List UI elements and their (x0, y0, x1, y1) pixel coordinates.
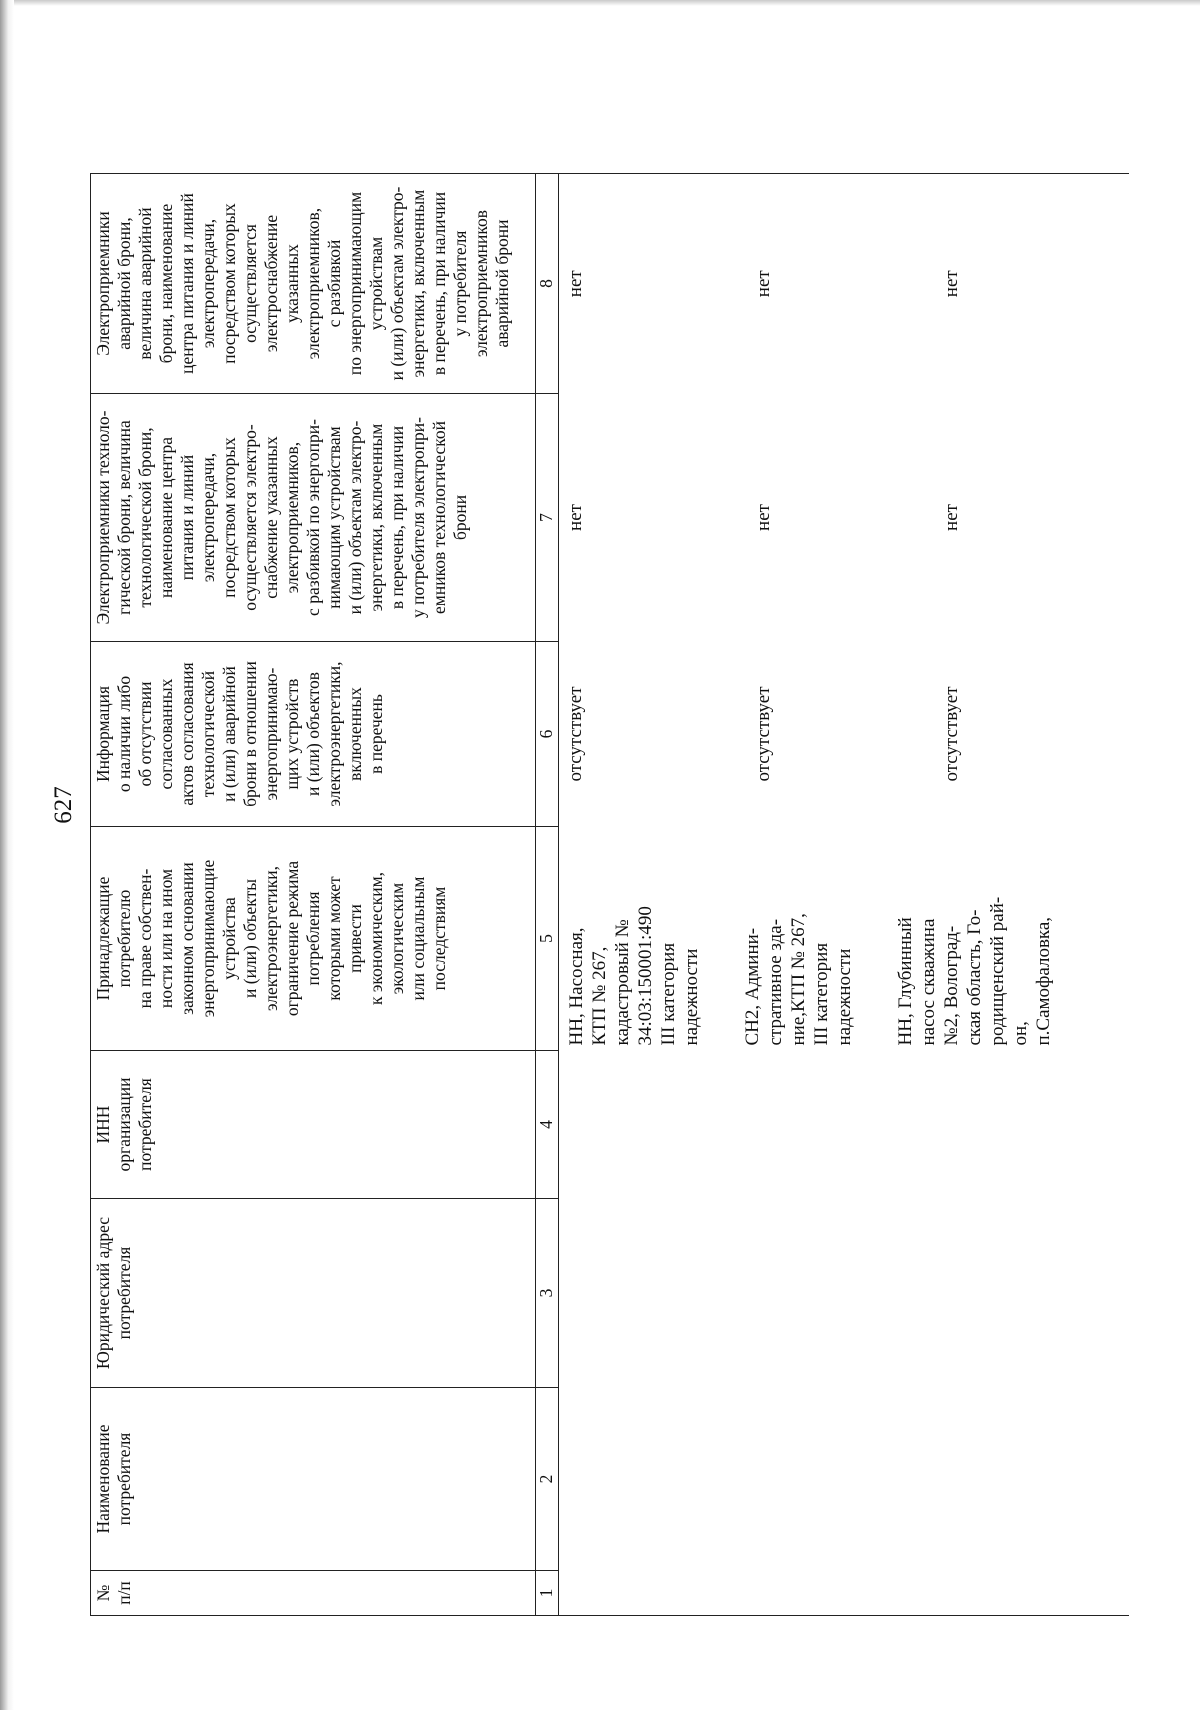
cell-emergency-reserve (559, 174, 1129, 394)
emergency-reserve-value: нет (753, 270, 774, 298)
column-number: 4 (536, 1051, 559, 1199)
column-number: 2 (536, 1388, 559, 1571)
column-number: 6 (536, 642, 559, 827)
header-devices: Принадлежащие потребителю на праве собствен- ности или на ином законном основании энергопринимающие устройства и (или) объекты электроэнергетики, ограничение режима потребления которыми может привести к экономическим, экологическим или социальным последствиям (91, 827, 536, 1051)
cell-consumer-name-empty (559, 1388, 1129, 1571)
tech-reserve-value: нет (941, 504, 962, 531)
column-number: 7 (536, 394, 559, 642)
header-tech-reserve: Электроприемники техноло- гической брони, величина технологической брони, наименование центра питания и линий электропередачи, посредством которых осуществляется электро- снабжение указанных электроприемников, с разбивкой по энергопри- нимающим устройствам и (или) объектам электро- энергетики, включенным в перечень, при наличии у потребителя электропри- емников технологической брони (91, 394, 536, 642)
column-number: 8 (536, 174, 559, 394)
header-number: № п/п (91, 1571, 536, 1616)
emergency-reserve-value: нет (565, 270, 586, 298)
cell-legal-address-empty (559, 1199, 1129, 1388)
header-legal-address: Юридический адрес потребителя (91, 1199, 536, 1388)
cell-tech-reserve (559, 394, 1129, 642)
agreement-value: отсутствует (565, 686, 586, 782)
device-entry: СН2, Админи- стративное зда- ние,КТП № 267, III категория надежности (742, 913, 855, 1046)
header-agreement-info: Информация о наличии либо об отсутствии согласованных актов согласования технологической и (или) аварийной брони в отношении энергопринимаю- щих устройств и (или) объектов электроэнергетики, включенных в перечень (91, 642, 536, 827)
cell-devices (559, 827, 1129, 1051)
header-inn: ИНН организации потребителя (91, 1051, 536, 1199)
column-number: 5 (536, 827, 559, 1051)
header-consumer-name: Наименование потребителя (91, 1388, 536, 1571)
header-emergency-reserve: Электроприемники аварийной брони, величина аварийной брони, наименование центра питания и линий электропередачи, посредством которых осуществляется электроснабжение указанных электроприемников, с разбивкой по энергопринимающим устройствам и (или) объектам электро- энергетики, включенным в перечень, при наличии у потребителя электроприемников аварийной брони (91, 174, 536, 394)
cell-agreement-info (559, 642, 1129, 827)
consumer-table (90, 173, 1129, 1616)
emergency-reserve-value: нет (941, 270, 962, 298)
agreement-value: отсутствует (941, 686, 962, 782)
column-number: 3 (536, 1199, 559, 1388)
table-body-row (559, 174, 1129, 1616)
header-row (91, 174, 536, 1616)
device-entry: НН, Насосная, КТП № 267, кадастровый № 34:03:150001:490 III категория надежности (566, 906, 702, 1046)
agreement-value: отсутствует (753, 686, 774, 782)
device-entry: НН, Глубинный насос скважина №2, Волоград- ская область, Го- родищенский рай- он, п.Самофаловка, (895, 896, 1054, 1046)
tech-reserve-value: нет (565, 504, 586, 531)
cell-inn-empty (559, 1051, 1129, 1199)
tech-reserve-value: нет (753, 504, 774, 531)
cell-number-empty (559, 1571, 1129, 1616)
column-number: 1 (536, 1571, 559, 1616)
page-number: 627 (50, 786, 77, 824)
column-number-row (536, 174, 559, 1616)
